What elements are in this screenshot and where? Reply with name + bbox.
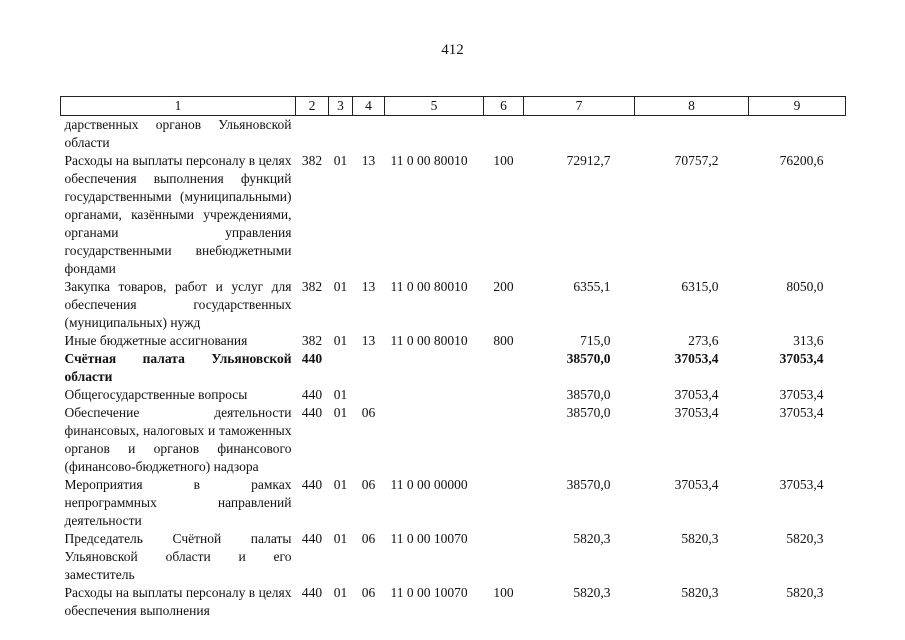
row-code-subsection — [353, 116, 385, 153]
table-row — [61, 530, 846, 584]
header-cell: 2 — [296, 97, 329, 116]
row-value-7: 72912,7 — [566, 153, 611, 168]
row-name: Расходы на выплаты персоналу в целях обеспечения выполнения — [64, 585, 292, 618]
row-code-subsection: 13 — [361, 333, 376, 348]
row-code-section: 01 — [333, 585, 348, 600]
row-code-target — [385, 386, 484, 404]
table-row — [61, 116, 846, 153]
row-code-ministry: 440 — [301, 405, 323, 420]
row-value-9: 37053,4 — [779, 387, 824, 402]
row-name: Закупка товаров, работ и услуг для обеспечения государственных (муниципальных) нужд — [64, 279, 292, 330]
row-code-expense-type: 800 — [493, 333, 514, 348]
row-value-9: 37053,4 — [779, 477, 824, 492]
table-row — [61, 584, 846, 620]
table-row — [61, 404, 846, 476]
row-value-7 — [524, 116, 635, 153]
row-code-expense-type: 100 — [493, 153, 514, 168]
row-name: Председатель Счётной палаты Ульяновской области и его заместитель — [64, 531, 292, 582]
header-cell: 9 — [749, 97, 846, 116]
row-value-8 — [635, 116, 749, 153]
row-code-expense-type: 200 — [493, 279, 514, 294]
row-code-target — [385, 116, 484, 153]
budget-table — [60, 96, 846, 620]
row-code-expense-type — [484, 476, 524, 530]
row-code-target: 11 0 00 80010 — [390, 279, 468, 294]
table-row — [61, 386, 846, 404]
row-code-target — [385, 350, 484, 386]
row-code-ministry: 440 — [301, 477, 323, 492]
row-value-7: 38570,0 — [566, 477, 611, 492]
row-code-target — [385, 404, 484, 476]
table-row — [61, 278, 846, 332]
table-row — [61, 332, 846, 350]
row-value-7: 38570,0 — [566, 351, 611, 366]
row-value-9: 76200,6 — [779, 153, 824, 168]
row-code-subsection — [353, 350, 385, 386]
row-value-8: 37053,4 — [674, 405, 719, 420]
row-code-ministry: 382 — [301, 333, 323, 348]
row-name: Счётная палата Ульяновской области — [64, 351, 292, 384]
header-cell: 4 — [353, 97, 385, 116]
table-row — [61, 350, 846, 386]
table-row — [61, 476, 846, 530]
row-code-expense-type — [484, 530, 524, 584]
row-value-7: 5820,3 — [573, 585, 611, 600]
row-code-subsection: 13 — [361, 153, 376, 168]
row-value-7: 38570,0 — [566, 387, 611, 402]
row-code-section: 01 — [333, 477, 348, 492]
header-cell: 8 — [635, 97, 749, 116]
row-code-expense-type — [484, 116, 524, 153]
row-code-section — [329, 350, 353, 386]
header-cell: 5 — [385, 97, 484, 116]
row-code-ministry: 440 — [301, 351, 323, 366]
row-code-section: 01 — [333, 153, 348, 168]
row-code-section — [329, 116, 353, 153]
row-code-target: 11 0 00 80010 — [390, 153, 468, 168]
row-code-subsection: 06 — [361, 531, 376, 546]
row-name: Общегосударственные вопросы — [64, 387, 248, 402]
row-value-8: 6315,0 — [681, 279, 719, 294]
row-code-ministry: 382 — [301, 279, 323, 294]
row-value-8: 5820,3 — [681, 531, 719, 546]
row-name: Мероприятия в рамках непрограммных направлений деятельности — [64, 477, 292, 528]
row-code-expense-type: 100 — [493, 585, 514, 600]
row-name: дарственных органов Ульяновской области — [64, 117, 292, 150]
table-row — [61, 152, 846, 278]
row-code-ministry: 440 — [301, 531, 323, 546]
row-code-ministry: 382 — [301, 153, 323, 168]
row-code-ministry — [296, 116, 329, 153]
row-name: Обеспечение деятельности финансовых, налоговых и таможенных органов и органов финансового (финансово-бюджетного) надзора — [64, 405, 292, 474]
row-code-expense-type — [484, 404, 524, 476]
row-code-section: 01 — [333, 279, 348, 294]
row-code-subsection: 13 — [361, 279, 376, 294]
row-value-9 — [749, 116, 846, 153]
header-cell: 7 — [524, 97, 635, 116]
row-value-9: 37053,4 — [779, 351, 824, 366]
row-code-section: 01 — [333, 333, 348, 348]
row-value-9: 37053,4 — [779, 405, 824, 420]
row-value-7: 38570,0 — [566, 405, 611, 420]
row-value-9: 5820,3 — [786, 531, 824, 546]
row-value-7: 5820,3 — [573, 531, 611, 546]
row-code-target: 11 0 00 80010 — [390, 333, 468, 348]
row-code-section: 01 — [333, 405, 348, 420]
row-value-8: 70757,2 — [674, 153, 719, 168]
header-cell: 1 — [61, 97, 296, 116]
row-value-9: 5820,3 — [786, 585, 824, 600]
row-value-9: 313,6 — [793, 333, 824, 348]
row-value-9: 8050,0 — [786, 279, 824, 294]
row-value-8: 37053,4 — [674, 387, 719, 402]
table-body — [61, 116, 846, 621]
row-code-ministry: 440 — [301, 585, 323, 600]
row-code-subsection: 06 — [361, 405, 376, 420]
row-value-8: 273,6 — [688, 333, 719, 348]
row-code-target: 11 0 00 10070 — [390, 585, 468, 600]
row-value-8: 37053,4 — [674, 477, 719, 492]
header-row — [61, 97, 846, 116]
row-code-expense-type — [484, 386, 524, 404]
row-code-section: 01 — [333, 387, 348, 402]
header-cell: 3 — [329, 97, 353, 116]
row-code-subsection: 06 — [361, 477, 376, 492]
row-code-target: 11 0 00 10070 — [390, 531, 468, 546]
row-code-section: 01 — [333, 531, 348, 546]
row-code-subsection: 06 — [361, 585, 376, 600]
row-value-7: 6355,1 — [573, 279, 611, 294]
row-name: Иные бюджетные ассигнования — [64, 333, 248, 348]
page-number: 412 — [441, 42, 464, 58]
row-value-8: 5820,3 — [681, 585, 719, 600]
row-code-expense-type — [484, 350, 524, 386]
row-code-target: 11 0 00 00000 — [390, 477, 468, 492]
row-code-ministry: 440 — [301, 387, 323, 402]
header-cell: 6 — [484, 97, 524, 116]
row-code-subsection — [353, 386, 385, 404]
row-name: Расходы на выплаты персоналу в целях обеспечения выполнения функций государственными (муниципальными) органами, казёнными учреждениями, органами управления государственными внебюджетными фондами — [64, 153, 292, 276]
row-value-8: 37053,4 — [674, 351, 719, 366]
row-value-7: 715,0 — [580, 333, 611, 348]
